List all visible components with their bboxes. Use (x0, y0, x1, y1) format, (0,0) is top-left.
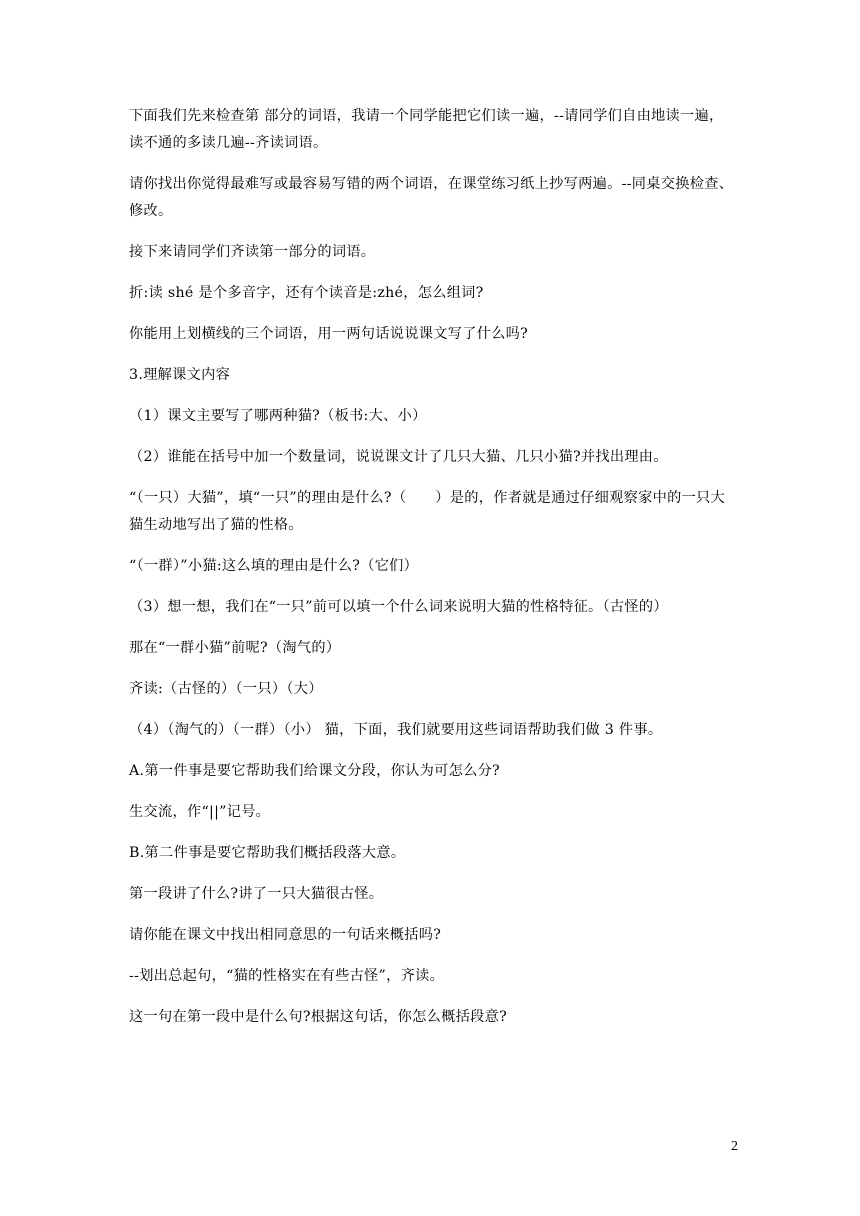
paragraph-item-2: （2）谁能在括号中加一个数量词，说说课文计了几只大猫、几只小猫?并找出理由。 (129, 449, 668, 465)
paragraph-read-part-one: 接下来请同学们齐读第一部分的词语。 (129, 244, 376, 260)
paragraph-item-1: （1）课文主要写了哪两种猫?（板书:大、小） (129, 408, 427, 424)
paragraph-polyphone: 折:读 shé 是个多音字，还有个读音是:zhé，怎么组词? (129, 285, 484, 301)
paragraph-task-b: B.第二件事是要它帮助我们概括段落大意。 (129, 845, 406, 861)
paragraph-one-cat: “（一只）大猫”，填“一只”的理由是什么?（ ）是的，作者就是通过仔细观察家中的一只大猫生动地写出了猫的性格。 (129, 490, 726, 533)
paragraph-item-3: （3）想一想，我们在“一只”前可以填一个什么词来说明大猫的性格特征。（古怪的） (129, 599, 668, 615)
section-heading-understand-text: 3.理解课文内容 (129, 367, 231, 383)
paragraph-topic-sentence: --划出总起句，“猫的性格实在有些古怪”，齐读。 (129, 968, 445, 984)
paragraph-sentence-type: 这一句在第一段中是什么句?根据这句话，你怎么概括段意? (129, 1009, 508, 1025)
paragraph-task-a: A.第一件事是要它帮助我们给课文分段，你认为可怎么分? (129, 763, 500, 779)
page-number: 2 (731, 1139, 738, 1154)
document-body (129, 103, 734, 1045)
paragraph-summary-question: 你能用上划横线的三个词语，用一两句话说说课文写了什么吗? (129, 326, 529, 342)
paragraph-check-words: 下面我们先来检查第 部分的词语，我请一个同学能把它们读一遍，--请同学们自由地读一遍，读不通的多读几遍--齐读词语。 (129, 108, 724, 151)
paragraph-first-section: 第一段讲了什么?讲了一只大猫很古怪。 (129, 886, 384, 902)
paragraph-item-4: （4）（淘气的）（一群）（小） 猫，下面，我们就要用这些词语帮助我们做 3 件事。 (129, 722, 663, 738)
paragraph-find-sentence: 请你能在课文中找出相同意思的一句话来概括吗? (129, 927, 442, 943)
paragraph-mark-sections: 生交流，作“||”记号。 (129, 804, 271, 820)
paragraph-group-kittens: “（一群）”小猫:这么填的理由是什么?（它们） (129, 558, 419, 574)
paragraph-read-together: 齐读:（古怪的）（一只）（大） (129, 681, 323, 697)
paragraph-kittens-before: 那在“一群小猫”前呢?（淘气的） (129, 640, 341, 656)
paragraph-copy-words: 请你找出你觉得最难写或最容易写错的两个词语，在课堂练习纸上抄写两遍。--同桌交换检查、修改。 (129, 176, 734, 219)
